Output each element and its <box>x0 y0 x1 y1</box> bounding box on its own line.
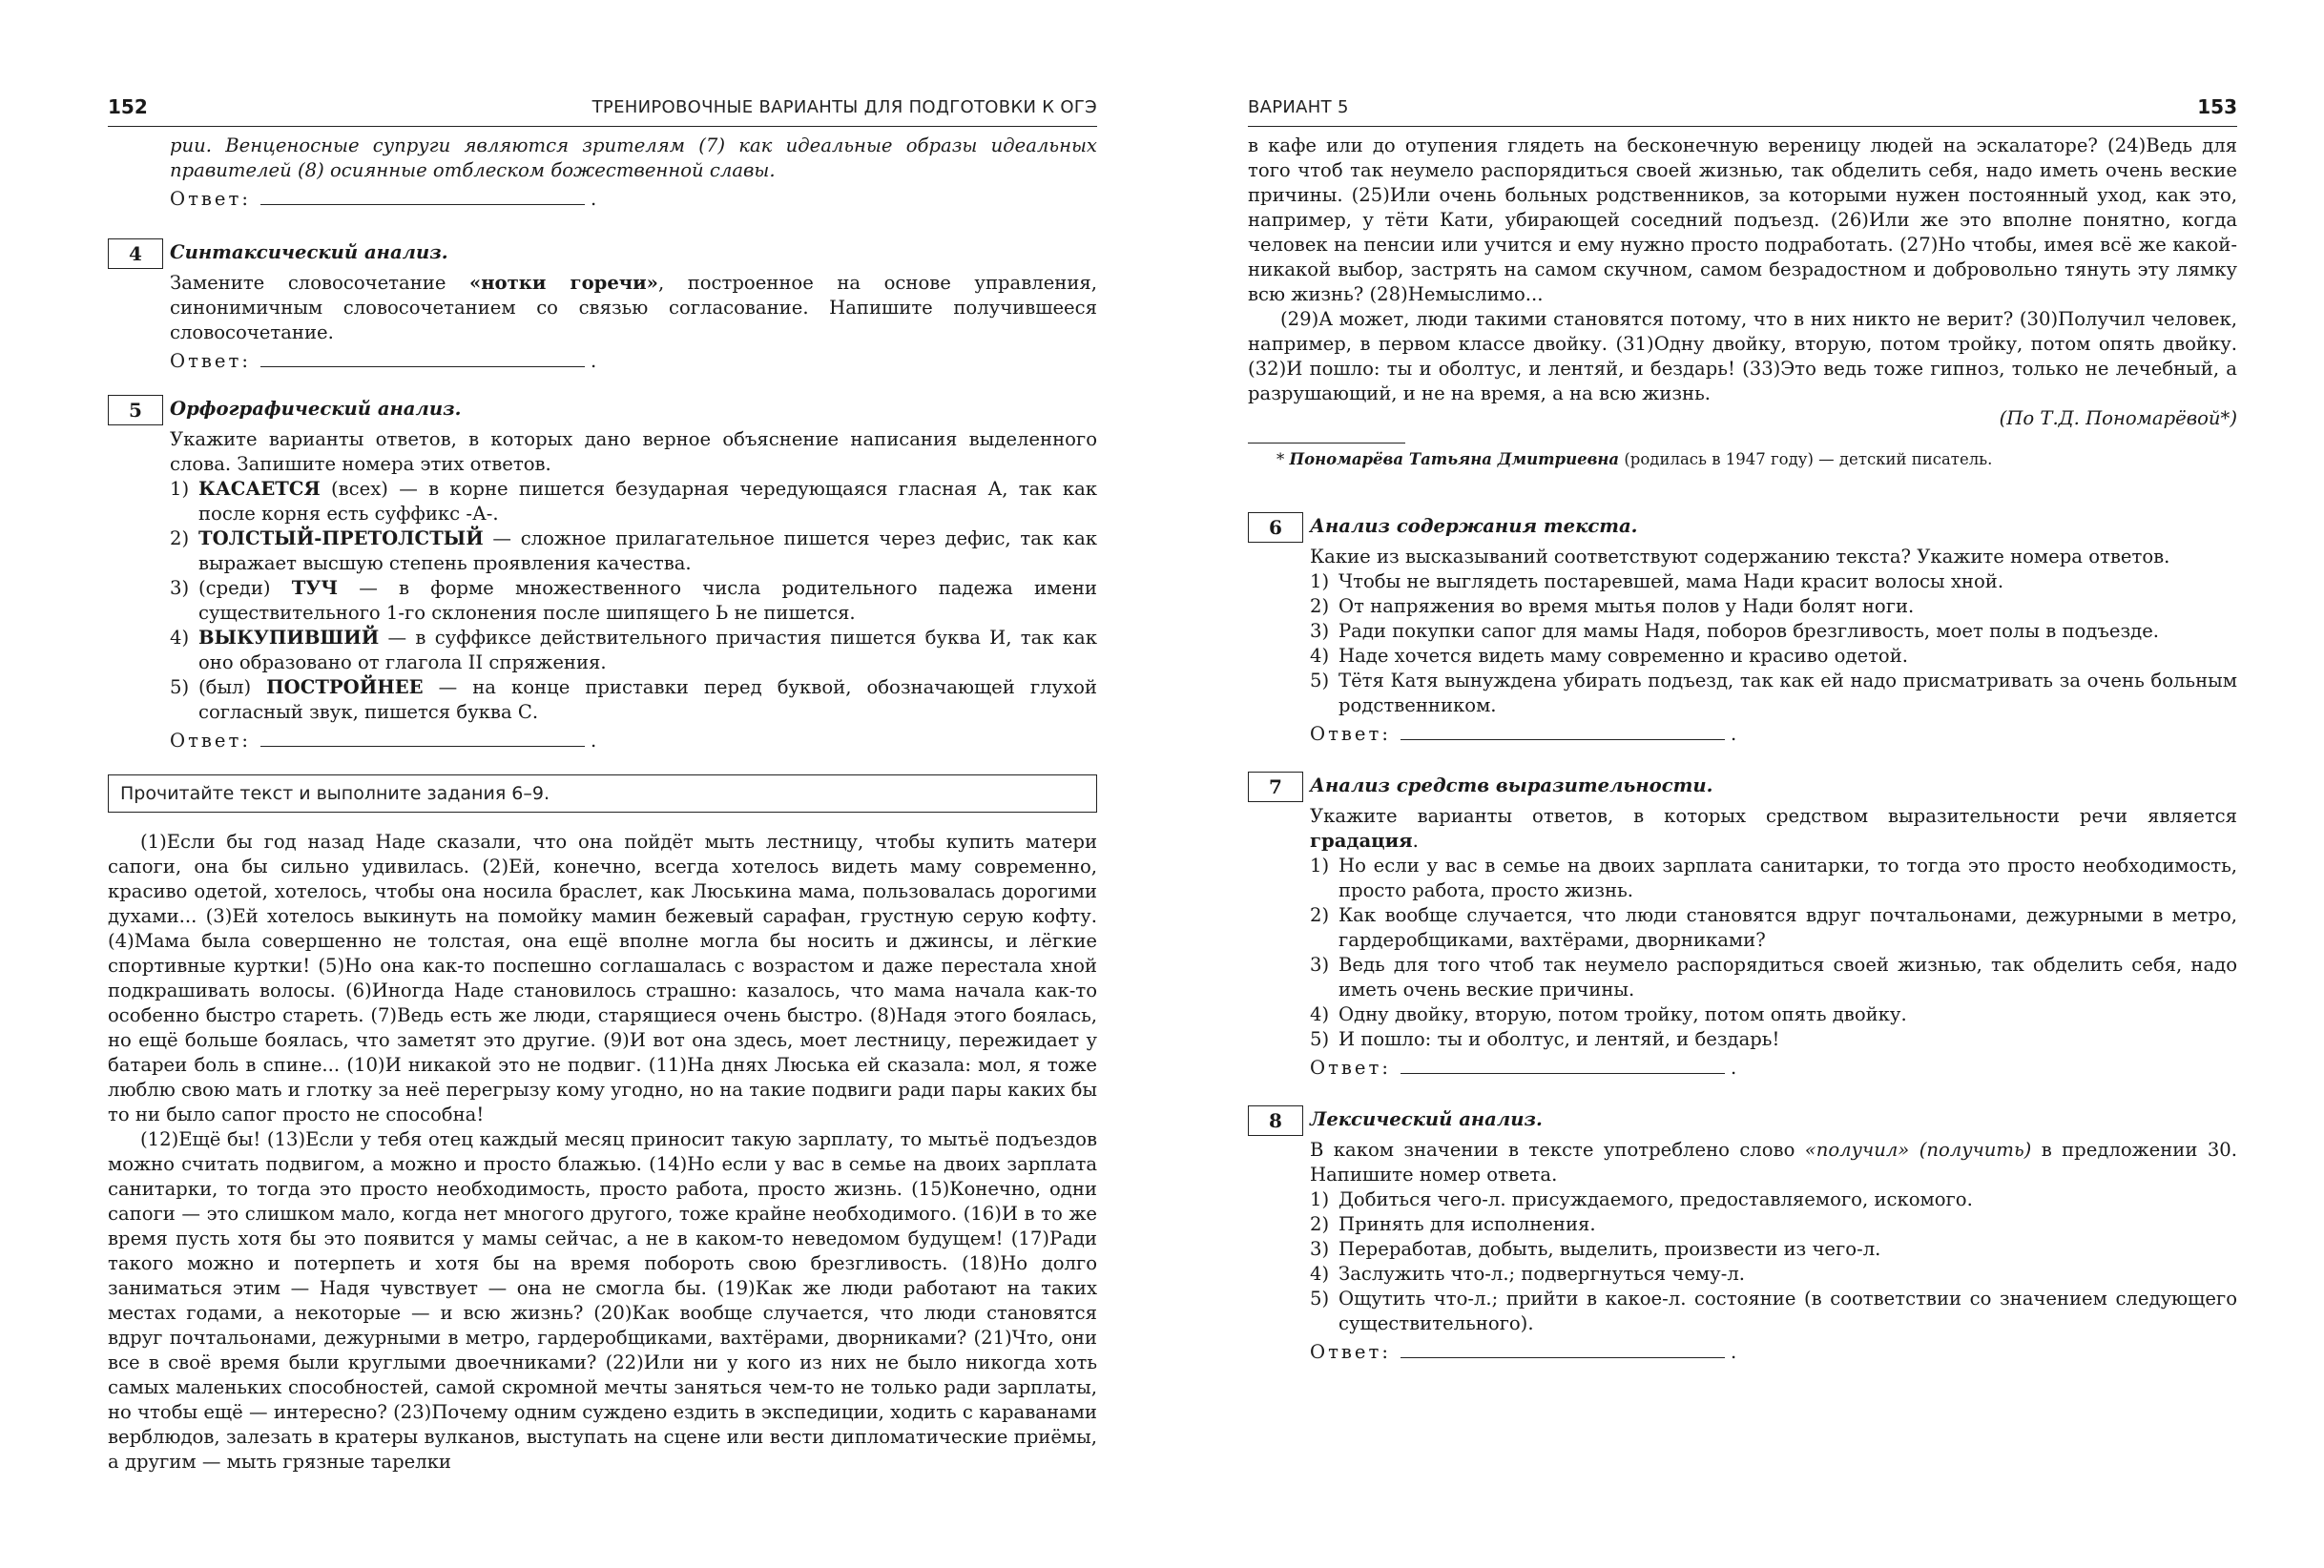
option-item: 5) И пошло: ты и оболтус, и лентяй, и бездарь! <box>1310 1028 1780 1050</box>
task-8-intro: В каком значении в тексте употреблено слово «получил» (получить) в предложении 30. Напишите номер ответа. <box>1310 1139 2237 1186</box>
answer-line-task4: Ответ: . <box>170 350 597 372</box>
running-title-right: ВАРИАНТ 5 <box>1248 97 1349 117</box>
running-title-left: ТРЕНИРОВОЧНЫЕ ВАРИАНТЫ ДЛЯ ПОДГОТОВКИ К ОГЭ <box>591 97 1097 117</box>
option-item: 4) Наде хочется видеть маму современно и красиво одетой. <box>1310 645 1909 667</box>
task-7-intro: Укажите варианты ответов, в которых средством выразительности речи является градация. <box>1310 805 2237 852</box>
task-7-options <box>1310 854 2237 1052</box>
answer-blank <box>1401 722 1725 740</box>
task-number-box: 8 <box>1248 1105 1303 1136</box>
task-title: Анализ средств выразительности. <box>1310 774 1713 796</box>
task-number-box: 5 <box>108 395 163 425</box>
task-5-intro: Укажите варианты ответов, в которых дано верное объяснение написания выделенного слова. Запишите номера этих ответов. <box>170 428 1097 475</box>
right-page <box>1248 0 2237 1568</box>
option-item: 3) Ведь для того чтоб так неумело распорядиться своей жизнью, так обделить себя, надо иметь очень веские причины. <box>1310 954 2237 1001</box>
option-item: 1) Но если у вас в семье на двоих зарплата санитарки, то тогда это просто необходимость, просто работа, просто жизнь. <box>1310 855 2237 901</box>
option-item: 5) (был) ПОСТРОЙНЕЕ — на конце приставки перед буквой, обозначающей глухой согласный звук, пишется буква С. <box>170 676 1097 723</box>
text-paragraph: (29)А может, люди такими становятся потому, что в них никто не верит? (30)Получил человек, например, в первом классе двойку. (31)Одну двойку, вторую, потом тройку, потом опять двойку. (32)И пошло: ты и оболтус, и лентяй, и бездарь! (33)Это ведь тоже гипноз, только не лечебный, а разрушающий, и не на время, а на всю жизнь. <box>1248 308 2237 404</box>
right-content <box>1248 134 2237 1365</box>
answer-label: Ответ: <box>1310 1057 1391 1079</box>
answer-blank <box>260 349 585 367</box>
left-page <box>108 0 1097 1568</box>
option-item: 2) ТОЛСТЫЙ-ПРЕТОЛСТЫЙ — сложное прилагательное пишется через дефис, так как выражает высшую степень проявления качества. <box>170 527 1097 574</box>
answer-blank <box>1401 1340 1725 1358</box>
task-8-options <box>1310 1187 2237 1336</box>
answer-line-task5: Ответ: . <box>170 730 597 752</box>
task-6-intro: Какие из высказываний соответствуют содержанию текста? Укажите номера ответов. <box>1310 546 2170 567</box>
option-item: 1) КАСАЕТСЯ (всех) — в корне пишется безударная чередующаяся гласная А, так как после корня есть суффикс -А-. <box>170 478 1097 525</box>
answer-line-task3: Ответ: . <box>170 188 597 210</box>
task-number-box: 4 <box>108 238 163 269</box>
answer-label: Ответ: <box>1310 1341 1391 1363</box>
option-item: 3) Ради покупки сапог для мамы Надя, поборов брезгливость, моет полы в подъезде. <box>1310 620 2160 642</box>
task3-continuation: рии. Венценосные супруги являются зрителям (7) как идеальные образы идеальных правителей (8) осиянные отблеском божественной славы. <box>170 134 1097 181</box>
answer-blank <box>1401 1056 1725 1074</box>
option-item: 1) Чтобы не выглядеть постаревшей, мама Нади красит волосы хной. <box>1310 570 2004 592</box>
answer-blank <box>260 187 585 205</box>
option-item: 1) Добиться чего-л. присуждаемого, предоставляемого, искомого. <box>1310 1188 1973 1210</box>
answer-line-task7: Ответ: . <box>1310 1057 1737 1079</box>
task-6 <box>1248 512 2237 747</box>
answer-label: Ответ: <box>170 350 251 372</box>
task-8 <box>1248 1105 2237 1365</box>
answer-line-task6: Ответ: . <box>1310 723 1737 745</box>
page-number-right: 153 <box>2197 95 2237 118</box>
answer-label: Ответ: <box>170 188 251 210</box>
instruction-box: Прочитайте текст и выполните задания 6–9. <box>108 774 1097 813</box>
reading-text <box>108 830 1097 1475</box>
text-paragraph: (12)Ещё бы! (13)Если у тебя отец каждый месяц приносит такую зарплату, то мытьё подъездов можно считать подвигом, а можно и просто блажью. (14)Но если у вас в семье на двоих зарплата санитарки, то тогда это просто необходимость, просто работа, просто жизнь. (15)Конечно, одни сапоги — это слишком мало, когда нет многого другого, тоже крайне необходимого. (16)И в то же время пусть хотя бы это появится у мамы сейчас, а не в каком-то неведомом будущем! (17)Ради такого можно и потерпеть и хотя бы на время побороть свою брезгливость. (18)Но долго заниматься этим — Надя чувствует — она не смогла бы. (19)Как же люди работают на таких местах годами, а некоторые — и всю жизнь? (20)Как вообще случается, что люди становятся вдруг почтальонами, дежурными в метро, гардеробщиками, вахтёрами, дворниками? (21)Что, они все в своё время были круглыми двоечниками? (22)Или ни у кого из них не было никогда хоть самых маленьких способностей, самой скромной мечты заняться чем-то не только ради зарплаты, но чтобы ещё — интересно? (23)Почему одним суждено ездить в экспедиции, ходить с караванами верблюдов, залезать в кратеры вулканов, выступать на сцене или вести дипломатические приёмы, а другим — мыть грязные тарелки <box>108 1128 1097 1473</box>
running-head-right <box>1248 93 2237 127</box>
task-number-box: 7 <box>1248 772 1303 802</box>
task-6-options <box>1310 569 2237 718</box>
option-item: 4) Одну двойку, вторую, потом тройку, потом опять двойку. <box>1310 1003 1907 1025</box>
task-title: Синтаксический анализ. <box>170 241 448 263</box>
left-content <box>108 134 1097 1475</box>
answer-line-task8: Ответ: . <box>1310 1341 1737 1363</box>
footnote-rule <box>1248 443 1405 444</box>
task-4-body: Замените словосочетание «нотки горечи», построенное на основе управления, синонимичным словосочетанием со связью согласование. Напишите получившееся словосочетание. <box>170 272 1098 343</box>
task-4 <box>108 238 1097 374</box>
text-paragraph: (1)Если бы год назад Наде сказали, что она пойдёт мыть лестницу, чтобы купить матери сапоги, она бы сильно удивилась. (2)Ей, конечно, всегда хотелось видеть маму современно, красиво одетой, хотелось, чтобы она носила браслет, как Люськина мама, пользовалась дорогими духами... (3)Ей хотелось выкинуть на помойку мамин бежевый сарафан, грустную серую кофту. (4)Мама была совершенно не толстая, она ещё вполне могла бы носить и джинсы, и лёгкие спортивные куртки! (5)Но она как-то поспешно соглашалась с возрастом и даже перестала хной подкрашивать волосы. (6)Иногда Наде становилось страшно: казалось, что мама начала как-то особенно быстро стареть. (7)Ведь есть же люди, старящиеся очень быстро. (8)Надя этого боялась, но ещё больше боялась, что заметят это другие. (9)И вот она здесь, моет лестницу, пережидает у батареи боль в спине... (10)И никакой это не подвиг. (11)На днях Люська ей сказала: мол, я тоже люблю свою мать и глотку за неё перегрызу кому угодно, но на такие подвиги ради пары каких бы то ни было сапог просто не способна! <box>108 831 1097 1125</box>
option-item: 2) Принять для исполнения. <box>1310 1213 1596 1235</box>
task-title: Орфографический анализ. <box>170 398 462 420</box>
option-item: 4) Заслужить что-л.; подвергнуться чему-л. <box>1310 1263 1746 1285</box>
option-item: 3) (среди) ТУЧ — в форме множественного числа родительного падежа имени существительного 1-го склонения после шипящего Ь не пишется. <box>170 577 1097 624</box>
option-item: 3) Переработав, добыть, выделить, произвести из чего-л. <box>1310 1238 1881 1260</box>
option-item: 2) Как вообще случается, что люди становятся вдруг почтальонами, дежурными в метро, гардеробщиками, вахтёрами, дворниками? <box>1310 904 2237 951</box>
option-item: 4) ВЫКУПИВШИЙ — в суффиксе действительного причастия пишется буква И, так как оно образовано от глагола II спряжения. <box>170 627 1097 673</box>
task-number-box: 6 <box>1248 512 1303 543</box>
option-item: 2) От напряжения во время мытья полов у Нади болят ноги. <box>1310 595 1915 617</box>
option-item: 5) Тётя Катя вынуждена убирать подъезд, так как ей надо присматривать за очень больным родственником. <box>1310 670 2237 716</box>
task-5-options <box>170 477 1097 725</box>
task-title: Лексический анализ. <box>1310 1108 1543 1130</box>
text-attribution: (По Т.Д. Пономарёвой*) <box>1999 407 2237 429</box>
option-item: 5) Ощутить что-л.; прийти в какое-л. состояние (в соответствии со значением следующего существительного). <box>1310 1288 2237 1334</box>
answer-label: Ответ: <box>170 730 251 752</box>
running-head-left <box>108 93 1097 127</box>
task-5 <box>108 395 1097 753</box>
task-title: Анализ содержания текста. <box>1310 515 1638 537</box>
page-number-left: 152 <box>108 95 148 118</box>
answer-label: Ответ: <box>1310 723 1391 745</box>
answer-blank <box>260 729 585 747</box>
task-7 <box>1248 772 2237 1081</box>
footnote: * Пономарёва Татьяна Дмитриевна (родилась в 1947 году) — детский писатель. <box>1276 450 1993 468</box>
text-paragraph: в кафе или до отупения глядеть на бесконечную вереницу людей на эскалаторе? (24)Ведь для того чтоб так неумело распорядиться своей жизнью, так обделить себя, надо иметь очень веские причины. (25)Или очень больных родственников, за которыми нужен постоянный уход, как это, например, у тёти Кати, убирающей соседний подъезд. (26)Или же это вполне понятно, когда человек на пенсии или учится и ему нужно просто подработать. (27)Но чтобы, имея всё же какой-никакой выбор, застрять на самом скучном, самом безрадостном и добровольно тянуть эту лямку всю жизнь? (28)Немыслимо... <box>1248 134 2237 305</box>
reading-text-continued <box>1248 134 2237 431</box>
